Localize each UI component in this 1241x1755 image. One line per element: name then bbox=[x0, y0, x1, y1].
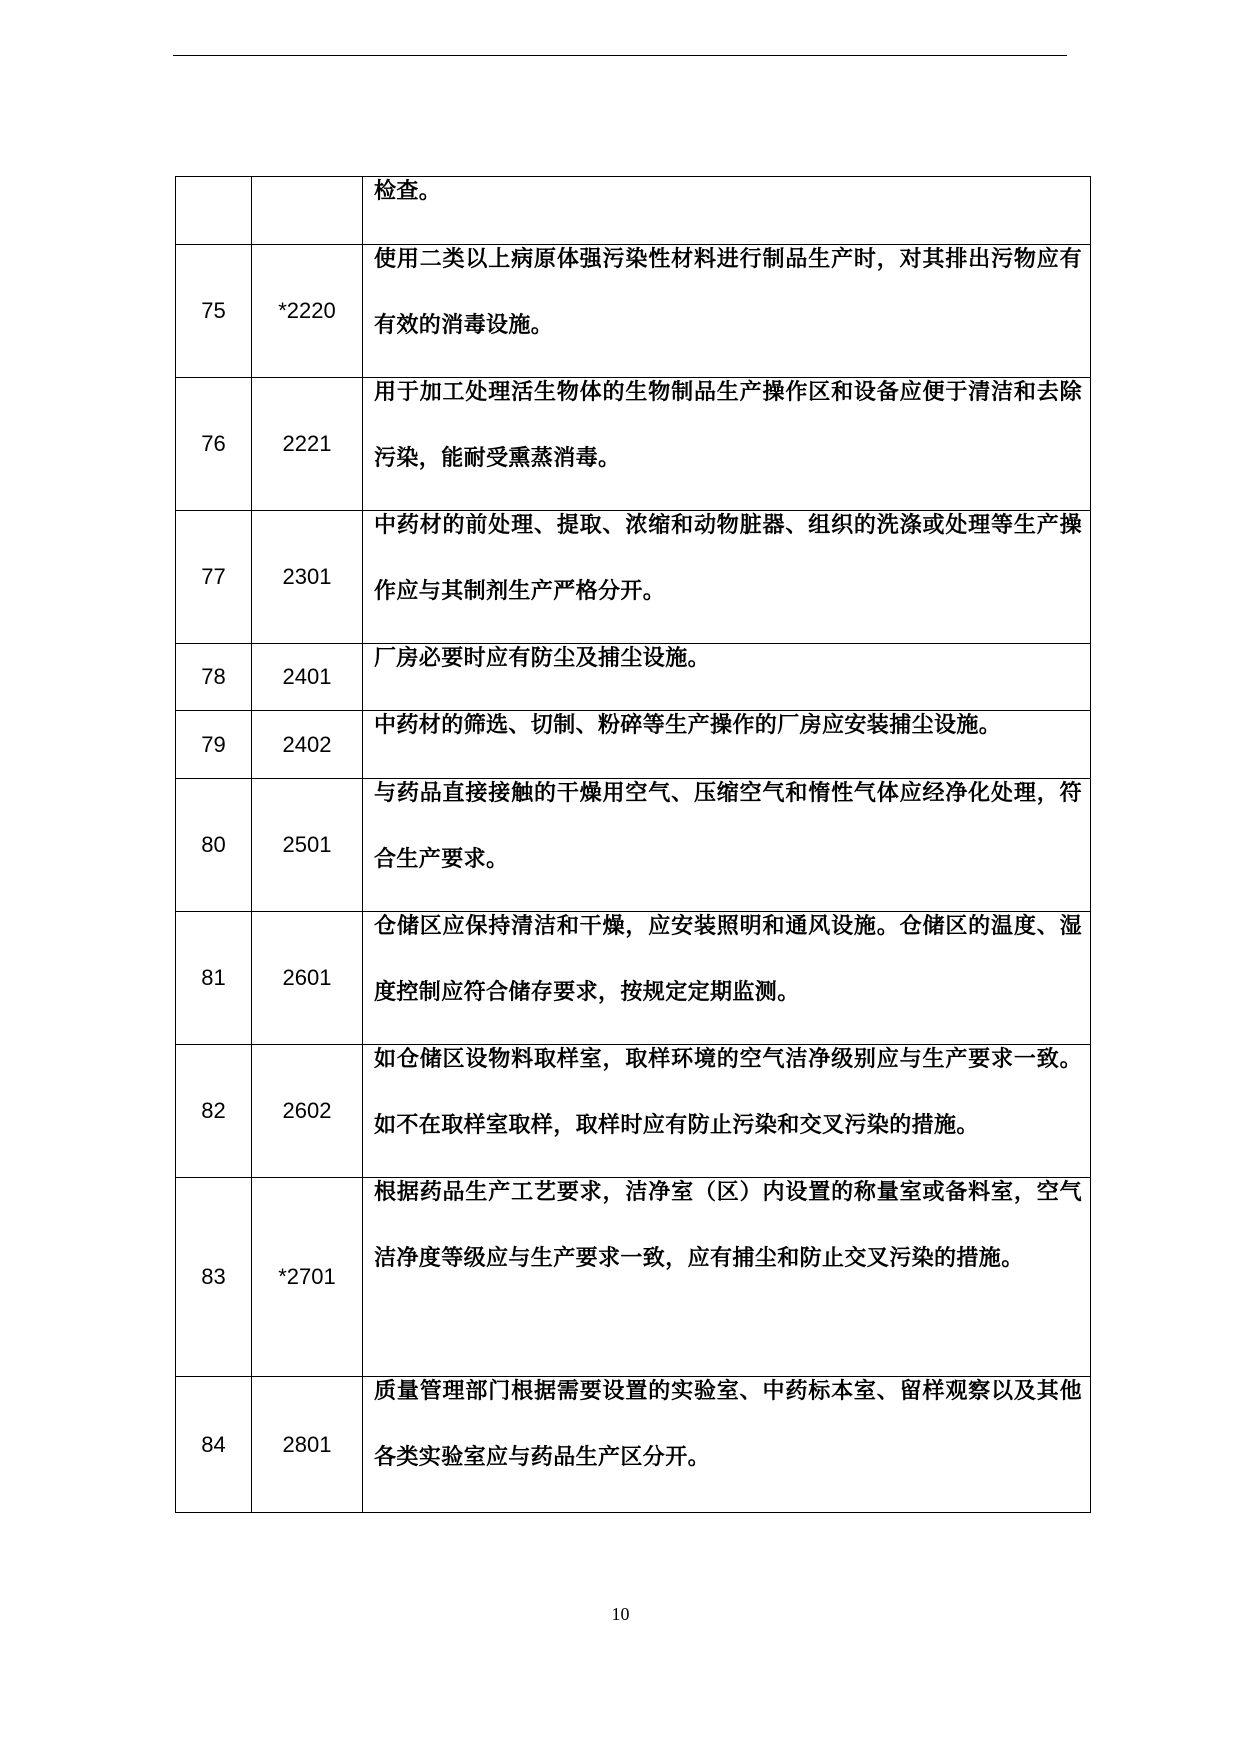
item-number bbox=[176, 177, 252, 245]
requirement-text bbox=[363, 1045, 1091, 1178]
item-number: 79 bbox=[176, 711, 252, 779]
requirement-text-content: 使用二类以上病原体强污染性材料进行制品生产时，对其排出污物应有有效的消毒设施。 bbox=[374, 247, 1082, 338]
requirement-text-content: 与药品直接接触的干燥用空气、压缩空气和惰性气体应经净化处理，符合生产要求。 bbox=[374, 781, 1082, 872]
item-number: 77 bbox=[176, 511, 252, 644]
header-rule bbox=[173, 55, 1067, 56]
requirement-text bbox=[363, 779, 1091, 912]
item-number: 80 bbox=[176, 779, 252, 912]
requirement-text bbox=[363, 511, 1091, 644]
requirement-text bbox=[363, 1178, 1091, 1377]
clause-code: 2301 bbox=[252, 511, 363, 644]
requirement-text-content: 仓储区应保持清洁和干燥，应安装照明和通风设施。仓储区的温度、湿度控制应符合储存要求，按规定定期监测。 bbox=[374, 914, 1082, 1005]
item-number: 76 bbox=[176, 378, 252, 511]
page-number: 10 bbox=[611, 1604, 630, 1624]
clause-code: *2701 bbox=[252, 1178, 363, 1377]
table-row bbox=[176, 511, 1091, 644]
requirement-text bbox=[363, 1377, 1091, 1513]
requirement-text-content: 用于加工处理活生物体的生物制品生产操作区和设备应便于清洁和去除污染，能耐受熏蒸消毒。 bbox=[374, 380, 1082, 471]
clause-code: 2501 bbox=[252, 779, 363, 912]
requirement-text-content: 中药材的筛选、切制、粉碎等生产操作的厂房应安装捕尘设施。 bbox=[374, 713, 1002, 738]
clause-code: *2220 bbox=[252, 245, 363, 378]
table-row bbox=[176, 1178, 1091, 1377]
item-number: 78 bbox=[176, 644, 252, 711]
requirement-text bbox=[363, 378, 1091, 511]
requirement-text bbox=[363, 912, 1091, 1045]
table-row bbox=[176, 912, 1091, 1045]
table-row bbox=[176, 1377, 1091, 1513]
clause-code: 2601 bbox=[252, 912, 363, 1045]
item-number: 82 bbox=[176, 1045, 252, 1178]
requirement-text-content: 根据药品生产工艺要求，洁净室（区）内设置的称量室或备料室，空气洁净度等级应与生产要求一致，应有捕尘和防止交叉污染的措施。 bbox=[374, 1180, 1082, 1271]
table-row bbox=[176, 378, 1091, 511]
requirement-text-content: 如仓储区设物料取样室，取样环境的空气洁净级别应与生产要求一致。如不在取样室取样，取样时应有防止污染和交叉污染的措施。 bbox=[374, 1047, 1082, 1138]
clause-code bbox=[252, 177, 363, 245]
requirement-text-content: 厂房必要时应有防尘及捕尘设施。 bbox=[374, 646, 711, 671]
table-row bbox=[176, 779, 1091, 912]
requirement-text-content: 质量管理部门根据需要设置的实验室、中药标本室、留样观察以及其他各类实验室应与药品生产区分开。 bbox=[374, 1379, 1082, 1470]
requirement-text-content: 检查。 bbox=[374, 179, 442, 204]
clause-code: 2401 bbox=[252, 644, 363, 711]
requirements-table bbox=[175, 176, 1091, 1513]
item-number: 84 bbox=[176, 1377, 252, 1513]
requirement-text-content: 中药材的前处理、提取、浓缩和动物脏器、组织的洗涤或处理等生产操作应与其制剂生产严格分开。 bbox=[374, 513, 1082, 604]
clause-code: 2801 bbox=[252, 1377, 363, 1513]
table-row bbox=[176, 1045, 1091, 1178]
clause-code: 2221 bbox=[252, 378, 363, 511]
item-number: 81 bbox=[176, 912, 252, 1045]
requirement-text bbox=[363, 245, 1091, 378]
item-number: 75 bbox=[176, 245, 252, 378]
table-row bbox=[176, 245, 1091, 378]
clause-code: 2602 bbox=[252, 1045, 363, 1178]
item-number: 83 bbox=[176, 1178, 252, 1377]
clause-code: 2402 bbox=[252, 711, 363, 779]
